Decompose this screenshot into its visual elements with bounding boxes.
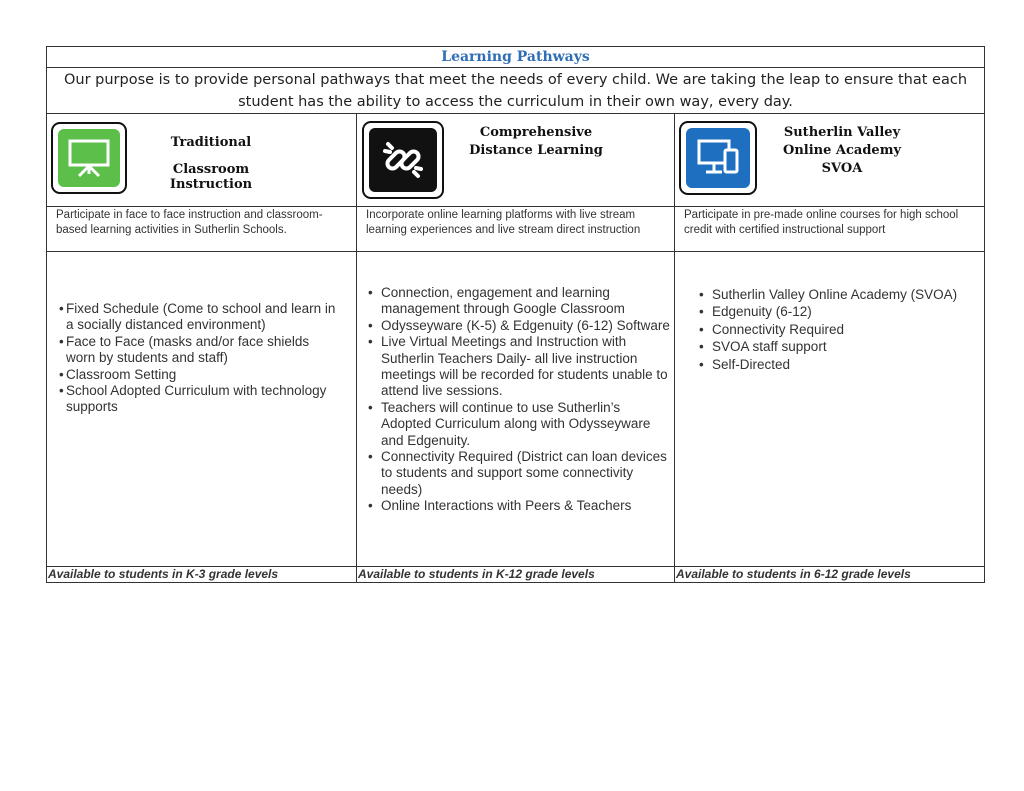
list-item: • Connectivity Required (District can loan devices to students and support some connectivity needs) xyxy=(366,449,671,498)
list-item: • Odysseyware (K-5) & Edgenuity (6-12) Software xyxy=(366,318,671,334)
pathway-features-distance xyxy=(357,252,675,567)
list-item: • Connection, engagement and learning management through Google Classroom xyxy=(366,285,671,318)
list-item: • Live Virtual Meetings and Instruction with Sutherlin Teachers Daily- all live instruction meetings will be recorded for students unable to attend live sessions. xyxy=(366,334,671,400)
learning-pathways-table xyxy=(46,46,985,583)
pathway-description-svoa: Participate in pre-made online courses for high school credit with certified instructional support xyxy=(675,207,984,252)
pathway-header-svoa xyxy=(675,114,984,207)
pathways-grid xyxy=(47,114,984,582)
pathway-features-svoa xyxy=(675,252,984,567)
availability-svoa: Available to students in 6-12 grade levels xyxy=(676,567,911,581)
list-item: • Teachers will continue to use Sutherlin’s Adopted Curriculum along with Odysseyware and Edgenuity. xyxy=(366,400,671,449)
pathway-header-traditional xyxy=(47,114,357,207)
list-item: • SVOA staff support xyxy=(697,338,982,355)
pathway-title-line1: Comprehensive xyxy=(479,125,593,140)
pathway-title-line3: SVOA xyxy=(821,161,863,176)
pathway-title-line2: Distance Learning xyxy=(469,143,603,158)
computer-devices-icon xyxy=(679,121,757,195)
chain-link-icon xyxy=(362,121,444,199)
list-item: • Face to Face (masks and/or face shields worn by students and staff) xyxy=(59,334,341,367)
list-item: • Self-Directed xyxy=(697,356,982,373)
pathway-title-line2: Online Academy xyxy=(783,143,901,158)
pathway-title-line1: Traditional xyxy=(170,135,252,150)
pathway-title-line2: Classroom Instruction xyxy=(169,162,253,192)
availability-distance: Available to students in K-12 grade levels xyxy=(357,567,675,582)
list-item: • Sutherlin Valley Online Academy (SVOA) xyxy=(697,286,982,303)
presentation-board-icon xyxy=(51,122,127,194)
list-item: • Edgenuity (6-12) xyxy=(697,303,982,320)
list-item: • Connectivity Required xyxy=(697,321,982,338)
availability-traditional: Available to students in K-3 grade levels xyxy=(47,567,357,582)
pathway-header-distance xyxy=(357,114,675,207)
purpose-statement: Our purpose is to provide personal pathways that meet the needs of every child. We are taking the leap to ensure that each student has the ability to access the curriculum in their own way, every day. xyxy=(47,68,984,114)
pathway-description-traditional: Participate in face to face instruction and classroom-based learning activities in Sutherlin Schools. xyxy=(47,207,357,252)
document-title: Learning Pathways xyxy=(47,47,984,68)
pathway-title-line1: Sutherlin Valley xyxy=(783,125,901,140)
pathway-features-traditional xyxy=(47,252,357,567)
list-item: • Classroom Setting xyxy=(59,367,341,383)
list-item: • School Adopted Curriculum with technology supports xyxy=(59,383,341,416)
list-item: • Fixed Schedule (Come to school and learn in a socially distanced environment) xyxy=(59,301,341,334)
pathway-description-distance: Incorporate online learning platforms with live stream learning experiences and live stream direct instruction xyxy=(357,207,675,252)
list-item: • Online Interactions with Peers & Teachers xyxy=(366,498,671,514)
